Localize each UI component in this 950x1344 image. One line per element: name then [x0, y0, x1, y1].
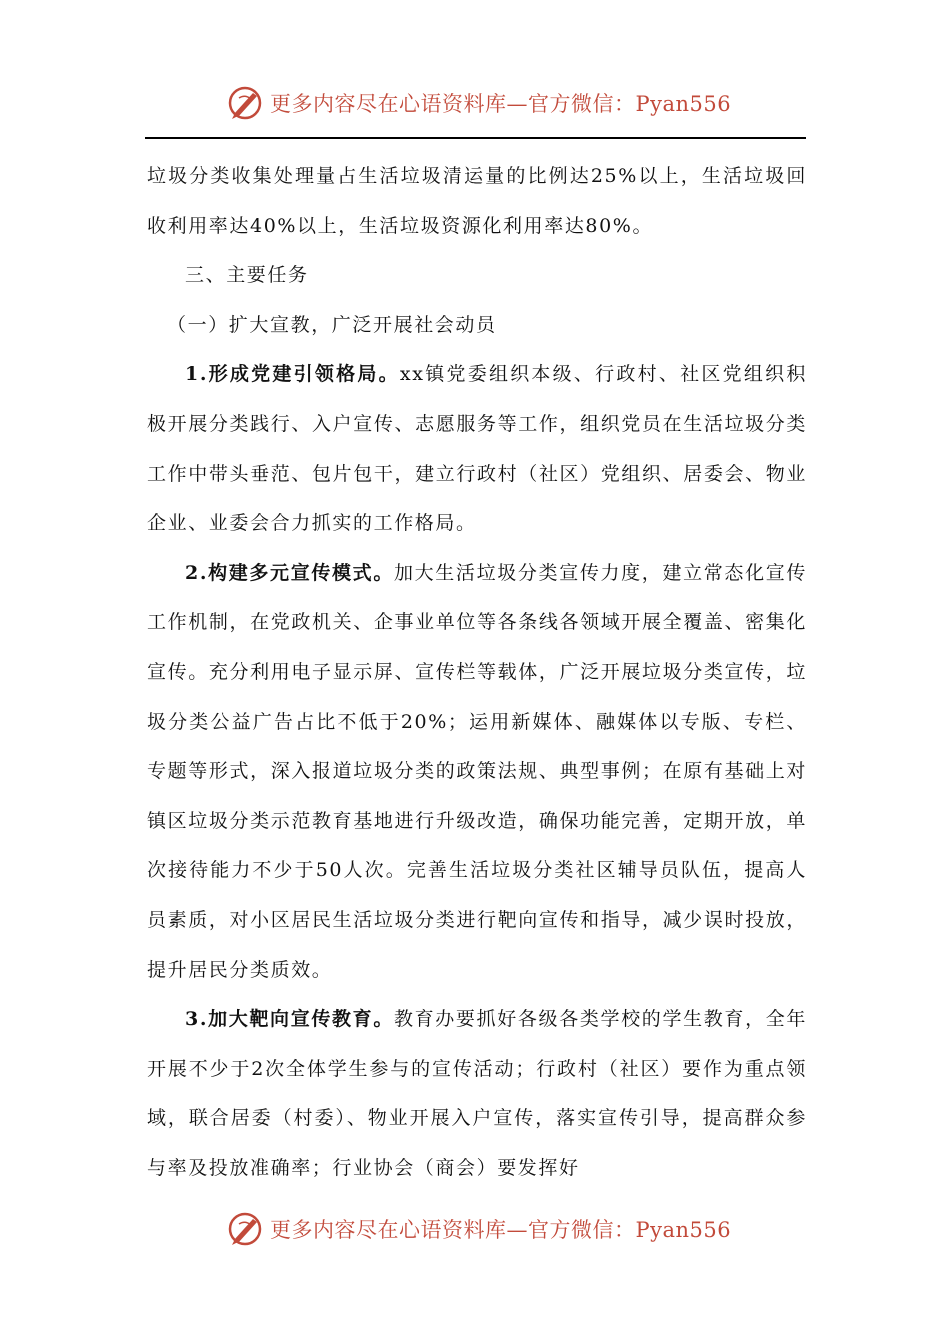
document-body [147, 152, 807, 1193]
item-2-title: 2.构建多元宣传模式。 [185, 561, 394, 584]
item-3-title: 3.加大靶向宣传教育。 [185, 1008, 394, 1031]
section-heading: 三、主要任务 [185, 264, 309, 287]
watermark-text [270, 88, 731, 118]
item-1-body: xx镇党委组织本级、行政村、社区党组织积极开展分类践行、入户宣传、志愿服务等工作，组织党员在生活垃圾分类工作中带头垂范、包片包干，建立行政村（社区）党组织、居委会、物业企业、业委会合力抓实的工作格局。 [147, 363, 808, 535]
item-1-title: 1.形成党建引领格局。 [185, 363, 400, 386]
watermark-header [0, 74, 950, 134]
paragraph-target-rates: 垃圾分类收集处理量占生活垃圾清运量的比例达25%以上，生活垃圾回收利用率达40%以上，生活垃圾资源化利用率达80%。 [147, 165, 807, 237]
watermark-site: 更多内容尽在心语资料库 [270, 1218, 507, 1242]
watermark-wechat-label: 官方微信： [528, 92, 636, 116]
sub-heading: （一）扩大宣教，广泛开展社会动员 [167, 313, 497, 336]
watermark-wechat-label: 官方微信： [528, 1218, 636, 1242]
item-1-paragraph [147, 350, 807, 548]
watermark-site: 更多内容尽在心语资料库 [270, 92, 507, 116]
watermark-text [270, 1214, 731, 1244]
pen-logo-icon [226, 84, 264, 122]
watermark-dash: — [506, 92, 528, 116]
item-2-body: 加大生活垃圾分类宣传力度，建立常态化宣传工作机制，在党政机关、企事业单位等各条线各领域开展全覆盖、密集化宣传。充分利用电子显示屏、宣传栏等载体，广泛开展垃圾分类宣传，垃圾分类公益广告占比不低于20%；运用新媒体、融媒体以专版、专栏、专题等形式，深入报道垃圾分类的政策法规、典型事例；在原有基础上对镇区垃圾分类示范教育基地进行升级改造，确保功能完善，定期开放，单次接待能力不少于50人次。完善生活垃圾分类社区辅导员队伍，提高人员素质，对小区居民生活垃圾分类进行靶向宣传和指导，减少误时投放，提升居民分类质效。 [147, 561, 807, 981]
watermark-dash: — [506, 1218, 528, 1242]
header-divider [145, 137, 806, 139]
watermark-footer [0, 1200, 950, 1260]
watermark-wechat-id: Pyan556 [635, 92, 732, 116]
item-3-body: 教育办要抓好各级各类学校的学生教育，全年开展不少于2次全体学生参与的宣传活动；行政村（社区）要作为重点领域，联合居委（村委）、物业开展入户宣传，落实宣传引导，提高群众参与率及投放准确率；行业协会（商会）要发挥好 [147, 1008, 807, 1179]
watermark-wechat-id: Pyan556 [635, 1218, 732, 1242]
pen-logo-icon [226, 1210, 264, 1248]
item-3-paragraph [147, 995, 807, 1193]
item-2-paragraph [147, 549, 807, 995]
